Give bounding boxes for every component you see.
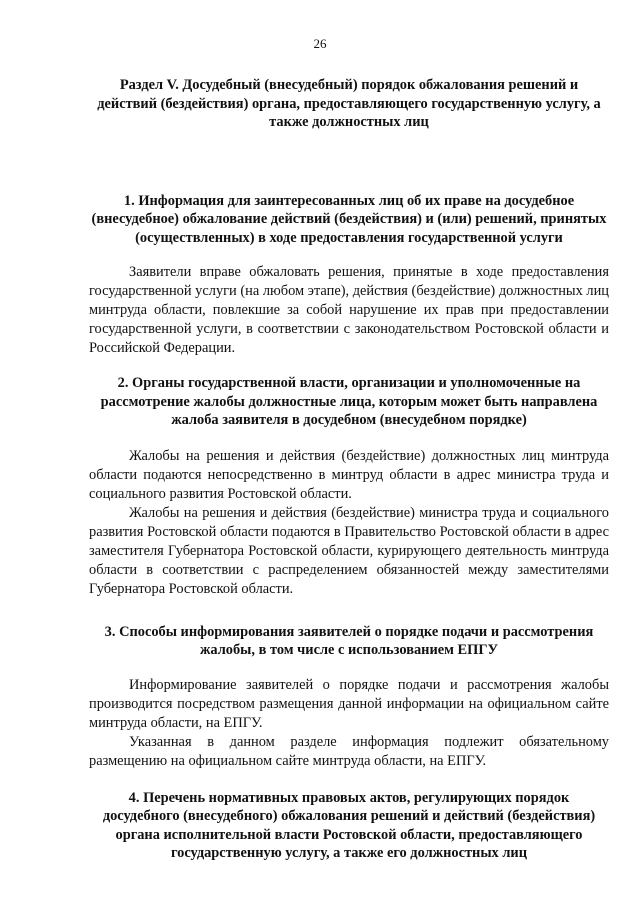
paragraph: Указанная в данном разделе информация подлежит обязательному размещению на официальном сайте минтруда области, на ЕПГУ. [89, 733, 609, 769]
subsection-3-heading: 3. Способы информирования заявителей о порядке подачи и рассмотрения жалобы, в том числе с использованием ЕПГУ [104, 623, 594, 658]
subsection-3 [89, 623, 609, 771]
subsection-1-heading: 1. Информация для заинтересованных лиц об их праве на досудебное (внесудебное) обжалование действий (бездействия) и (или) решений, принятых (осуществленных) в ходе предоставления государственной услуги [91, 192, 607, 246]
subsection-4 [89, 789, 609, 863]
subsection-4-heading: 4. Перечень нормативных правовых актов, регулирующих порядок досудебного (внесудебного) обжалования решений и действий (бездействия) органа исполнительной власти Ростовской области, предоставляющего государственную услугу, а также его должностных лиц [102, 789, 596, 861]
page-content [89, 76, 609, 863]
subsection-1 [89, 192, 609, 359]
subsection-2 [89, 374, 609, 599]
page-number: 26 [313, 36, 327, 51]
subsection-2-heading: 2. Органы государственной власти, организации и уполномоченные на рассмотрение жалобы должностные лица, которым может быть направлена жалоба заявителя в досудебном (внесудебном порядке) [100, 375, 598, 428]
paragraph: Информирование заявителей о порядке подачи и рассмотрения жалобы производится посредством размещения данной информации на официальном сайте минтруда области, на ЕПГУ. [89, 676, 609, 731]
paragraph: Жалобы на решения и действия (бездействие) министра труда и социального развития Ростовской области подаются в Правительство Ростовской области в адрес заместителя Губернатора Ростовской области, курирующего деятельность минтруда области в соответствии с распределением обязанностей между заместителями Губернатора Ростовской области. [89, 504, 609, 597]
paragraph: Жалобы на решения и действия (бездействие) должностных лиц минтруда области подаются непосредственно в минтруд области в адрес министра труда и социального развития Ростовской области. [89, 447, 609, 502]
section-title: Раздел V. Досудебный (внесудебный) порядок обжалования решений и действий (бездействия) органа, предоставляющего государственную услугу, а также должностных лиц [97, 77, 601, 130]
paragraph: Заявители вправе обжаловать решения, принятые в ходе предоставления государственной услуги (на любом этапе), действия (бездействие) должностных лиц минтруда области, повлекшие за собой нарушение их прав при предоставлении государственной услуги, в соответствии с законодательством Ростовской области и Российской Федерации. [89, 264, 609, 356]
